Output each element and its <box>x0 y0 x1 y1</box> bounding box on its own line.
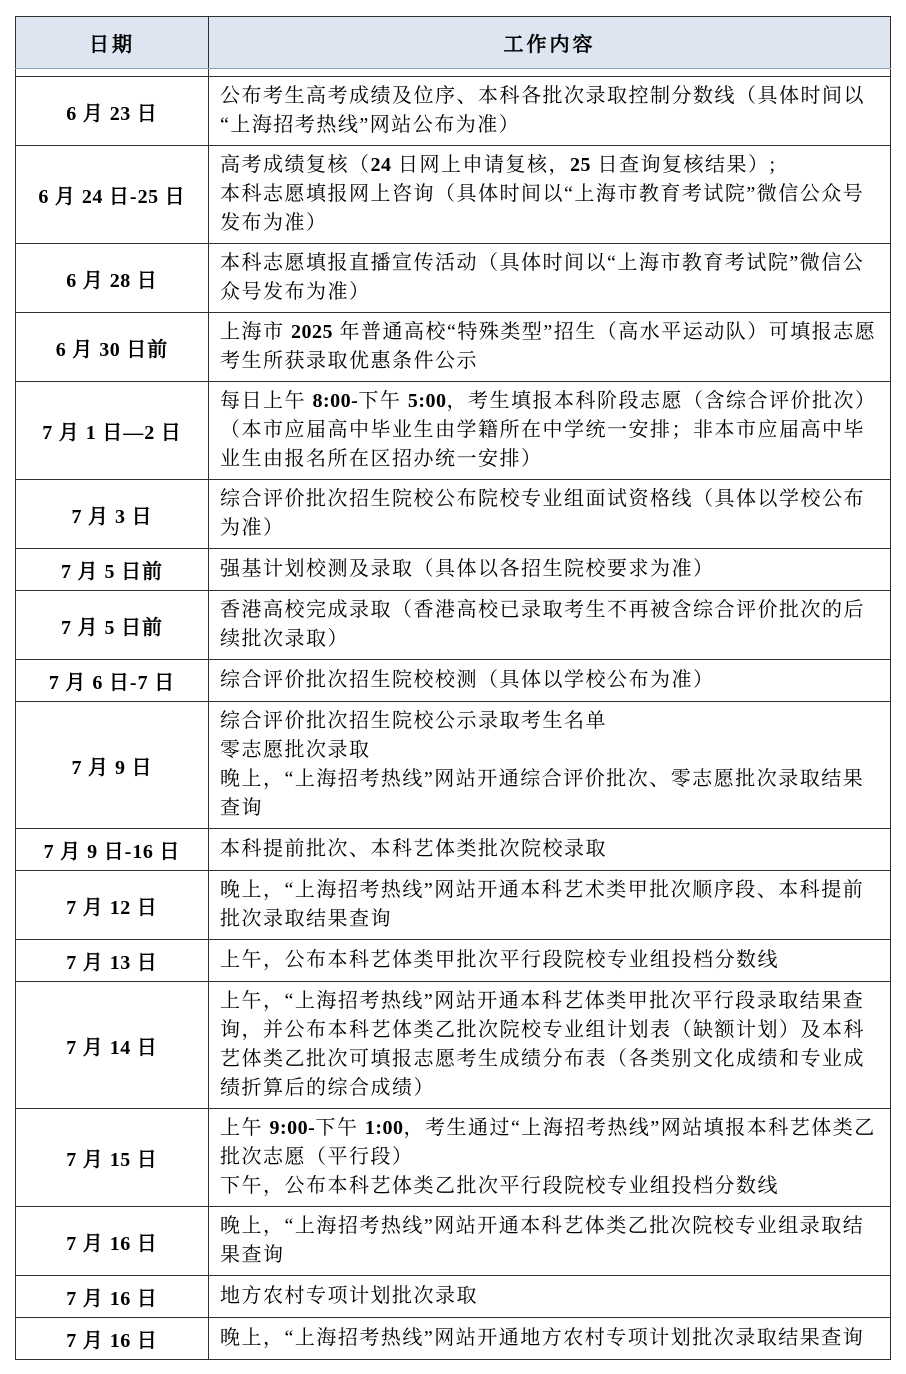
table-row <box>16 591 891 660</box>
content-cell <box>209 244 891 313</box>
date-cell: 7 月 5 日前 <box>16 549 209 591</box>
header-spacer-cell <box>209 69 891 77</box>
content-line: 晚上，“上海招考热线”网站开通本科艺术类甲批次顺序段、本科提前批次录取结果查询 <box>220 879 865 930</box>
content-line: 高考成绩复核（24 日网上申请复核，25 日查询复核结果）; <box>220 154 777 176</box>
header-spacer-cell <box>16 69 209 77</box>
content-cell <box>209 591 891 660</box>
content-line: 下午，公布本科艺体类乙批次平行段院校专业组投档分数线 <box>220 1175 779 1197</box>
date-cell: 7 月 13 日 <box>16 940 209 982</box>
content-line: 零志愿批次录取 <box>220 739 371 761</box>
content-cell <box>209 1207 891 1276</box>
date-cell: 7 月 9 日-16 日 <box>16 829 209 871</box>
table-row <box>16 313 891 382</box>
content-cell <box>209 382 891 480</box>
content-line: 本科志愿填报直播宣传活动（具体时间以“上海市教育考试院”微信公众号发布为准） <box>220 252 865 303</box>
content-line: 上海市 2025 年普通高校“特殊类型”招生（高水平运动队）可填报志愿考生所获录取优惠条件公示 <box>220 321 877 372</box>
date-cell: 7 月 16 日 <box>16 1207 209 1276</box>
content-cell <box>209 146 891 244</box>
date-cell: 7 月 9 日 <box>16 702 209 829</box>
content-line: 香港高校完成录取（香港高校已录取考生不再被含综合评价批次的后续批次录取） <box>220 599 865 650</box>
content-cell <box>209 940 891 982</box>
table-row <box>16 146 891 244</box>
content-cell <box>209 702 891 829</box>
date-cell: 6 月 24 日-25 日 <box>16 146 209 244</box>
content-cell <box>209 829 891 871</box>
date-cell: 6 月 28 日 <box>16 244 209 313</box>
schedule-table <box>15 16 891 1360</box>
content-line: 地方农村专项计划批次录取 <box>220 1285 478 1307</box>
date-cell: 7 月 15 日 <box>16 1109 209 1207</box>
table-row <box>16 77 891 146</box>
date-cell: 7 月 14 日 <box>16 982 209 1109</box>
date-cell: 7 月 1 日—2 日 <box>16 382 209 480</box>
content-cell <box>209 549 891 591</box>
table-row <box>16 982 891 1109</box>
content-line: 强基计划校测及录取（具体以各招生院校要求为准） <box>220 558 715 580</box>
content-line: 晚上，“上海招考热线”网站开通地方农村专项计划批次录取结果查询 <box>220 1327 865 1349</box>
table-row <box>16 1276 891 1318</box>
content-line: 本科提前批次、本科艺体类批次院校录取 <box>220 838 607 860</box>
content-line: 上午，“上海招考热线”网站开通本科艺体类甲批次平行段录取结果查询，并公布本科艺体类乙批次院校专业组计划表（缺额计划）及本科艺体类乙批次可填报志愿考生成绩分布表（各类别文化成绩和专业成绩折算后的综合成绩） <box>220 990 865 1099</box>
content-cell <box>209 313 891 382</box>
table-row <box>16 480 891 549</box>
date-cell: 7 月 16 日 <box>16 1276 209 1318</box>
table-row <box>16 382 891 480</box>
content-line: 上午，公布本科艺体类甲批次平行段院校专业组投档分数线 <box>220 949 779 971</box>
date-cell: 7 月 5 日前 <box>16 591 209 660</box>
content-line: 晚上，“上海招考热线”网站开通本科艺体类乙批次院校专业组录取结果查询 <box>220 1215 865 1266</box>
content-line: 综合评价批次招生院校校测（具体以学校公布为准） <box>220 669 715 691</box>
date-cell: 7 月 6 日-7 日 <box>16 660 209 702</box>
table-row <box>16 1318 891 1360</box>
content-cell <box>209 1276 891 1318</box>
table-row <box>16 871 891 940</box>
table-row <box>16 1109 891 1207</box>
table-row <box>16 1207 891 1276</box>
content-cell <box>209 871 891 940</box>
date-cell: 7 月 12 日 <box>16 871 209 940</box>
header-cell-date: 日期 <box>16 17 209 69</box>
content-cell <box>209 982 891 1109</box>
content-line: 本科志愿填报网上咨询（具体时间以“上海市教育考试院”微信公众号发布为准） <box>220 183 865 234</box>
schedule-table-header <box>16 17 891 77</box>
header-cell-content: 工作内容 <box>209 17 891 69</box>
date-cell: 7 月 3 日 <box>16 480 209 549</box>
table-row <box>16 549 891 591</box>
date-cell: 6 月 23 日 <box>16 77 209 146</box>
table-row <box>16 244 891 313</box>
content-line: 上午 9:00-下午 1:00，考生通过“上海招考热线”网站填报本科艺体类乙批次志愿（平行段） <box>220 1117 876 1168</box>
table-row <box>16 702 891 829</box>
header-spacer-row <box>16 69 891 77</box>
table-row <box>16 660 891 702</box>
date-cell: 7 月 16 日 <box>16 1318 209 1360</box>
content-line: 综合评价批次招生院校公示录取考生名单 <box>220 710 607 732</box>
content-line: 综合评价批次招生院校公布院校专业组面试资格线（具体以学校公布为准） <box>220 488 865 539</box>
content-cell <box>209 480 891 549</box>
schedule-table-body <box>16 77 891 1360</box>
table-row <box>16 940 891 982</box>
content-cell <box>209 660 891 702</box>
content-line: 晚上，“上海招考热线”网站开通综合评价批次、零志愿批次录取结果查询 <box>220 768 865 819</box>
content-line: 公布考生高考成绩及位序、本科各批次录取控制分数线（具体时间以“上海招考热线”网站公布为准） <box>220 85 865 136</box>
content-line: 每日上午 8:00-下午 5:00，考生填报本科阶段志愿（含综合评价批次）（本市应届高中毕业生由学籍所在中学统一安排；非本市应届高中毕业生由报名所在区招办统一安排） <box>220 390 877 470</box>
content-cell <box>209 1109 891 1207</box>
header-row <box>16 17 891 69</box>
table-row <box>16 829 891 871</box>
content-cell <box>209 77 891 146</box>
content-cell <box>209 1318 891 1360</box>
date-cell: 6 月 30 日前 <box>16 313 209 382</box>
